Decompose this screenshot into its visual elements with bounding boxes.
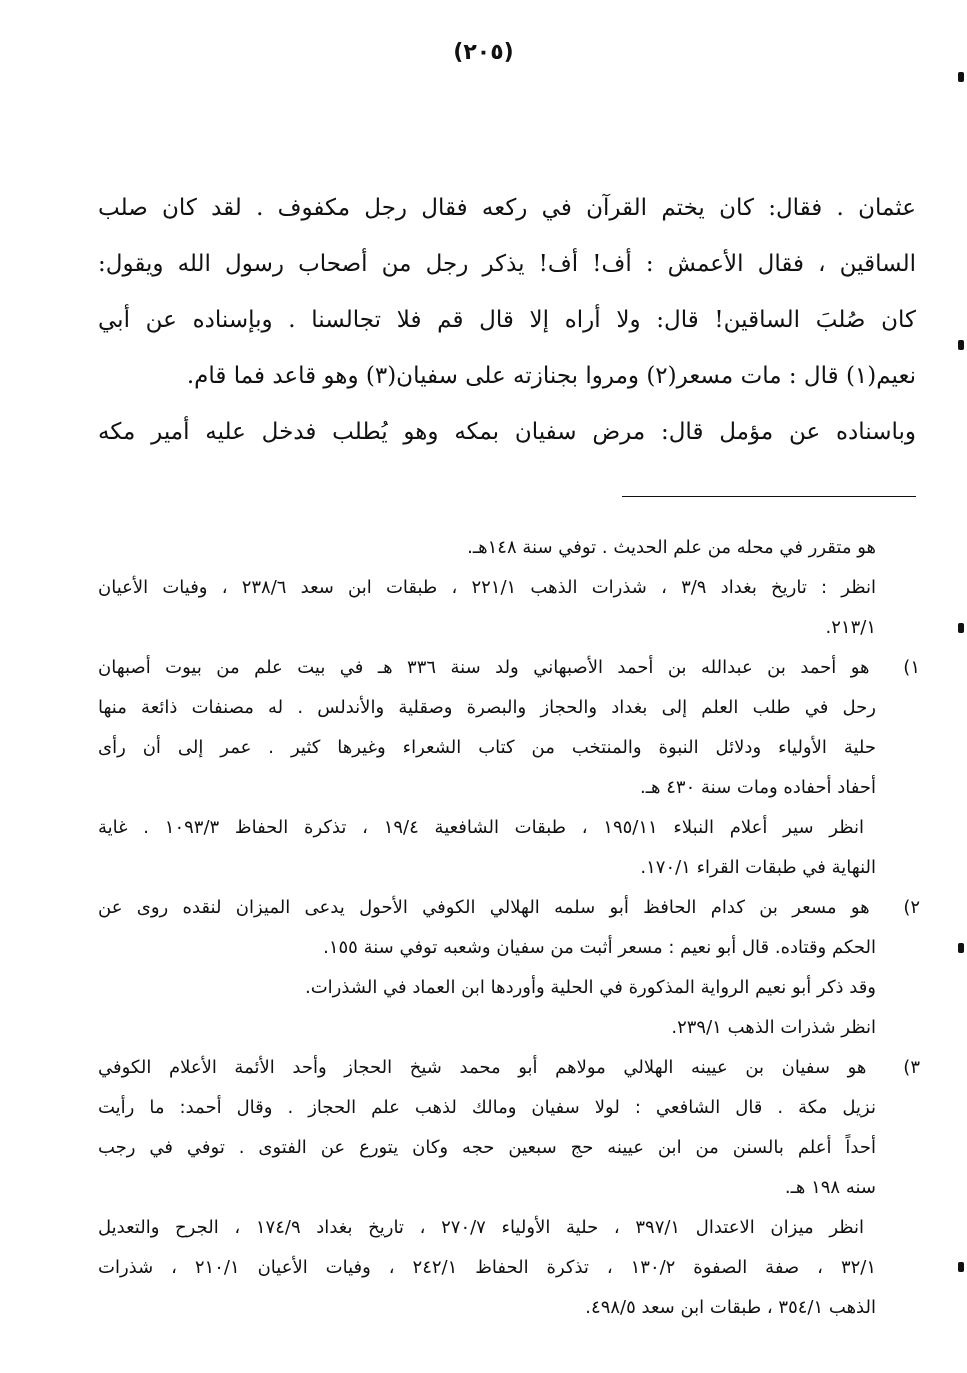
- footnote-1-line: رحل في طلب العلم إلى بغداد والحجاز والبصرة وصقلية والأندلس . له مصنفات ذائعة منها: [98, 697, 876, 718]
- footnote-3-line: سنه ١٩٨ هـ.: [784, 1177, 876, 1198]
- footnote-1-ref: النهاية في طبقات القراء ١٧٠/١.: [640, 857, 876, 878]
- footnote-number: ٣): [903, 1057, 920, 1078]
- footnote-3-ref: الذهب ٣٥٤/١ ، طبقات ابن سعد ٤٩٨/٥.: [585, 1297, 876, 1318]
- footnote-1-ref: انظر سير أعلام النبلاء ١٩٥/١١ ، طبقات الشافعية ١٩/٤ ، تذكرة الحفاظ ١٠٩٣/٣ . غاية: [98, 817, 864, 838]
- binding-mark: [958, 1262, 964, 1272]
- footnotes: [98, 528, 920, 1328]
- binding-mark: [958, 943, 964, 953]
- footnote-3-line: [98, 1048, 920, 1088]
- footnote-2-line: وقد ذكر أبو نعيم الرواية المذكورة في الحلية وأوردها ابن العماد في الشذرات.: [304, 977, 876, 998]
- footnote-2-line: الحكم وقتاده. قال أبو نعيم : مسعر أثبت من سفيان وشعبه توفي سنة ١٥٥.: [323, 937, 876, 958]
- footnote-2-line: انظر شذرات الذهب ٢٣٩/١.: [671, 1017, 876, 1038]
- footnote-1-line: حلية الأولياء ودلائل النبوة والمنتخب من كتاب الشعراء وغيرها كثير . عمر إلى أن رأى: [98, 737, 876, 758]
- page-number: (٢٠٥): [453, 40, 514, 65]
- footnote-3-line: نزيل مكة . قال الشافعي : لولا سفيان ومالك لذهب علم الحجاز . وقال أحمد: ما رأيت: [98, 1097, 876, 1118]
- footnote-separator: [622, 496, 916, 497]
- binding-mark: [958, 340, 964, 350]
- main-text-line: الساقين ، فقال الأعمش : أف! أف! يذكر رجل من أصحاب رسول الله ويقول:: [98, 251, 916, 277]
- footnote-3-ref: ٣٢/١ ، صفة الصفوة ١٣٠/٢ ، تذكرة الحفاظ ٢٤٢/١ ، وفيات الأعيان ٢١٠/١ ، شذرات: [98, 1257, 877, 1278]
- footnote-3-ref: انظر ميزان الاعتدال ٣٩٧/١ ، حلية الأولياء ٢٧٠/٧ ، تاريخ بغداد ١٧٤/٩ ، الجرح والتعديل: [98, 1217, 865, 1238]
- binding-mark: [958, 623, 964, 633]
- footnote-1-line: [98, 648, 920, 688]
- binding-mark: [958, 72, 964, 82]
- main-text-line: كان صُلبَ الساقين! قال: ولا أراه إلا قال قم فلا تجالسنا . وبإسناده عن أبي: [98, 307, 916, 333]
- main-text-line: نعيم(١) قال : مات مسعر(٢) ومروا بجنازته على سفيان(٣) وهو قاعد فما قام.: [186, 363, 916, 389]
- footnote-number: ٢): [903, 897, 920, 918]
- footnote-continuation-line: هو متقرر في محله من علم الحديث . توفي سنة ١٤٨هـ.: [467, 537, 876, 558]
- main-text-line: عثمان . فقال: كان يختم القرآن في ركعه فقال رجل مكفوف . لقد كان صلب: [98, 195, 916, 221]
- footnote-3-line: أحداً أعلم بالسنن من ابن عيينه حج سبعين حجه وكان يتورع عن الفتوى . توفي في رجب: [98, 1137, 876, 1158]
- footnote-text: هو سفيان بن عيينه الهلالي مولاهم أبو محمد شيخ الحجاز وأحد الأئمة الأعلام الكوفي: [98, 1057, 867, 1078]
- main-text-line: وباسناده عن مؤمل قال: مرض سفيان بمكه وهو يُطلب فدخل عليه أمير مكه: [98, 419, 916, 445]
- footnote-continuation-line: ٢١٣/١.: [825, 617, 876, 638]
- footnote-2-line: [98, 888, 920, 928]
- footnote-1-line: أحفاد أحفاده ومات سنة ٤٣٠ هـ.: [640, 777, 876, 798]
- footnote-text: هو أحمد بن عبدالله بن أحمد الأصبهاني ولد سنة ٣٣٦ هـ في بيت علم من بيوت أصبهان: [98, 657, 870, 678]
- footnote-continuation-line: انظر : تاريخ بغداد ٣/٩ ، شذرات الذهب ٢٢١/١ ، طبقات ابن سعد ٢٣٨/٦ ، وفيات الأعيان: [98, 577, 877, 598]
- footnote-number: ١): [903, 657, 920, 678]
- main-text: [98, 180, 916, 460]
- footnote-text: هو مسعر بن كدام الحافظ أبو سلمه الهلالي الكوفي الأحول يدعى الميزان لنقده روى عن: [98, 897, 870, 918]
